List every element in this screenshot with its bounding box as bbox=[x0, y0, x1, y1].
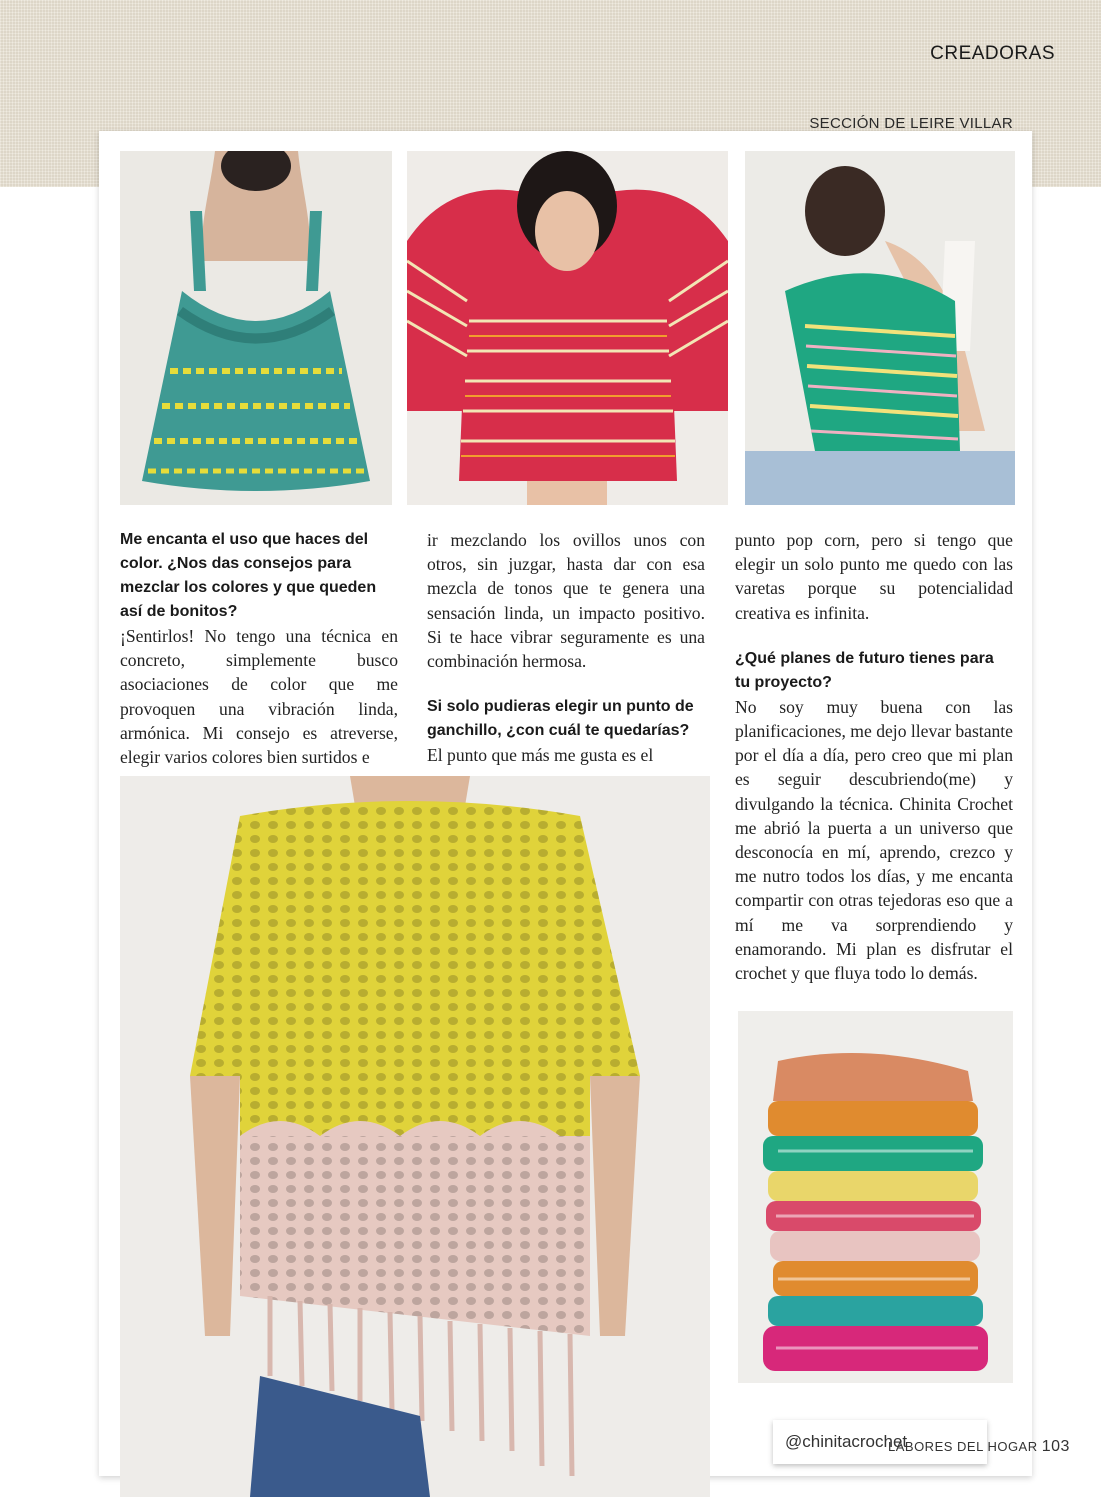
question-favorite-stitch: Si solo pudieras elegir un punto de ganchillo, ¿con cuál te quedarías? bbox=[427, 698, 694, 740]
question-color-advice: Me encanta el uso que haces del color. ¿Nos das consejos para mezclar los colores y que queden así de bonitos? bbox=[120, 531, 377, 620]
photo-green-striped-top bbox=[745, 151, 1015, 505]
text-column-2 bbox=[427, 528, 705, 767]
text-column-1 bbox=[120, 528, 398, 769]
photo-yellow-pink-fringed-top bbox=[120, 776, 710, 1497]
page-number: 103 bbox=[1041, 1438, 1070, 1455]
magazine-name: LABORES DEL HOGAR bbox=[888, 1439, 1038, 1454]
photo-teal-tank-top bbox=[120, 151, 392, 505]
answer-future-plans: No soy muy buena con las planificaciones, me dejo llevar bastante por el día a día, pero creo que mi plan es seguir descubriendo(me) y divulgando la técnica. Chinita Crochet me abrió la puerta a un universo que desconocía en mí, aprendo, crezco y me nutro todos los días, y me encanta compartir con otras tejedoras eso que a mí me va sorprendiendo y enamorando. Mi plan es disfrutar el crochet y que fluya todo lo demás. bbox=[735, 696, 1013, 984]
question-future-plans: ¿Qué planes de futuro tienes para tu proyecto? bbox=[735, 649, 994, 691]
photo-red-striped-sweater bbox=[407, 151, 728, 505]
section-label: CREADORAS bbox=[930, 43, 1055, 64]
page-footer bbox=[888, 1438, 1070, 1456]
byline: SECCIÓN DE LEIRE VILLAR bbox=[809, 115, 1013, 132]
text-column-3 bbox=[735, 528, 1013, 985]
answer-color-advice-continued: ir mezclando los ovillos unos con otros, sin juzgar, hasta dar con esa mezcla de tonos que te genera una sensación linda, un impacto positivo. Si te hace vibrar seguramente es una combinación hermosa. bbox=[427, 530, 705, 672]
answer-favorite-stitch: El punto que más me gusta es el bbox=[427, 745, 654, 766]
photo-stacked-crochet-pieces bbox=[738, 1011, 1013, 1383]
answer-color-advice: ¡Sentirlos! No tengo una técnica en concreto, simplemente busco asociaciones de color que me provoquen una vibración linda, armónica. Mi consejo es atreverse, elegir varios colores bien surtidos e bbox=[120, 626, 398, 768]
answer-favorite-stitch-continued: punto pop corn, pero si tengo que elegir un solo punto me quedo con las varetas porque su potencialidad creativa es infinita. bbox=[735, 530, 1013, 623]
instagram-handle: @chinitacrochet bbox=[773, 1420, 987, 1464]
